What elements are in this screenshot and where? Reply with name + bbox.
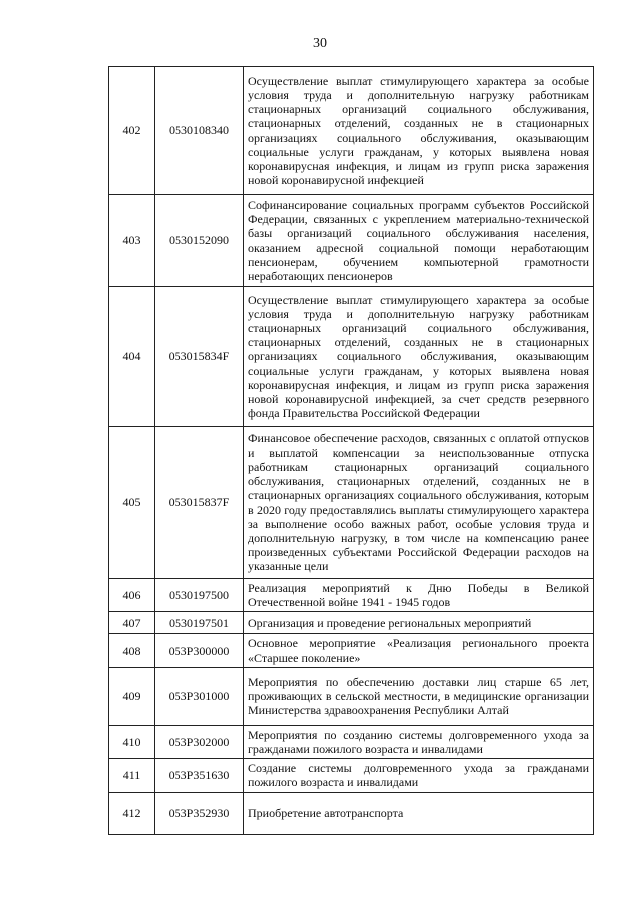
table-row [109, 759, 594, 792]
row-number: 410 [109, 725, 155, 758]
target-article-code: 053P351630 [155, 759, 244, 792]
row-number: 406 [109, 579, 155, 612]
target-article-code: 053P302000 [155, 725, 244, 758]
target-article-code: 053015834F [155, 287, 244, 427]
row-number: 402 [109, 67, 155, 195]
table-row [109, 725, 594, 758]
article-description: Осуществление выплат стимулирующего характера за особые условия труда и дополнительную нагрузку работникам стационарных организаций социального обслуживания, стационарных отделений, созданных не в стационарных организациях социального обслуживания, оказывающим социальные услуги гражданам, у которых выявлена новая коронавирусная инфекция, и лицам из групп риска заражения новой коронавирусной инфекцией, за счет средств резервного фонда Правительства Российской Федерации [244, 287, 594, 427]
row-number: 409 [109, 667, 155, 725]
article-description: Создание системы долговременного ухода за гражданами пожилого возраста и инвалидами [244, 759, 594, 792]
row-number: 407 [109, 612, 155, 634]
row-number: 403 [109, 195, 155, 287]
target-article-code: 053015837F [155, 427, 244, 579]
budget-classification-table [108, 66, 594, 835]
target-article-code: 0530197500 [155, 579, 244, 612]
table-row [109, 67, 594, 195]
article-description: Мероприятия по обеспечению доставки лиц старше 65 лет, проживающих в сельской местности, в медицинские организации Министерства здравоохранения Республики Алтай [244, 667, 594, 725]
table-row [109, 612, 594, 634]
target-article-code: 053P352930 [155, 792, 244, 834]
article-description: Организация и проведение региональных мероприятий [244, 612, 594, 634]
table-row [109, 667, 594, 725]
row-number: 405 [109, 427, 155, 579]
target-article-code: 0530152090 [155, 195, 244, 287]
article-description: Финансовое обеспечение расходов, связанных с оплатой отпусков и выплатой компенсации за неиспользованные отпуска работникам стационарных организаций социального обслуживания, стационарных отделений, созданных не в стационарных организациях социального обслуживания, которым в 2020 году предоставлялись выплаты стимулирующего характера за выполнение особо важных работ, особые условия труда и дополнительную нагрузку, в том числе на компенсацию ранее произведенных субъектами Российской Федерации расходов на указанные цели [244, 427, 594, 579]
table-row [109, 287, 594, 427]
table-row [109, 792, 594, 834]
page-number: 30 [313, 36, 327, 51]
table-row [109, 427, 594, 579]
row-number: 412 [109, 792, 155, 834]
row-number: 404 [109, 287, 155, 427]
article-description: Софинансирование социальных программ субъектов Российской Федерации, связанных с укреплением материально-технической базы организаций социального обслуживания населения, оказанием адресной социальной помощи неработающим пенсионерам, обучением компьютерной грамотности неработающих пенсионеров [244, 195, 594, 287]
target-article-code: 0530197501 [155, 612, 244, 634]
article-description: Мероприятия по созданию системы долговременного ухода за гражданами пожилого возраста и инвалидами [244, 725, 594, 758]
table-row [109, 634, 594, 667]
article-description: Осуществление выплат стимулирующего характера за особые условия труда и дополнительную нагрузку работникам стационарных организаций социального обслуживания, стационарных отделений, созданных не в стационарных организациях социального обслуживания, оказывающим социальные услуги гражданам, у которых выявлена новая коронавирусная инфекция, и лицам из групп риска заражения новой коронавирусной инфекцией [244, 67, 594, 195]
article-description: Основное мероприятие «Реализация регионального проекта «Старшее поколение» [244, 634, 594, 667]
article-description: Приобретение автотранспорта [244, 792, 594, 834]
target-article-code: 053P301000 [155, 667, 244, 725]
row-number: 408 [109, 634, 155, 667]
target-article-code: 0530108340 [155, 67, 244, 195]
table-row [109, 579, 594, 612]
row-number: 411 [109, 759, 155, 792]
target-article-code: 053P300000 [155, 634, 244, 667]
article-description: Реализация мероприятий к Дню Победы в Великой Отечественной войне 1941 - 1945 годов [244, 579, 594, 612]
table-row [109, 195, 594, 287]
